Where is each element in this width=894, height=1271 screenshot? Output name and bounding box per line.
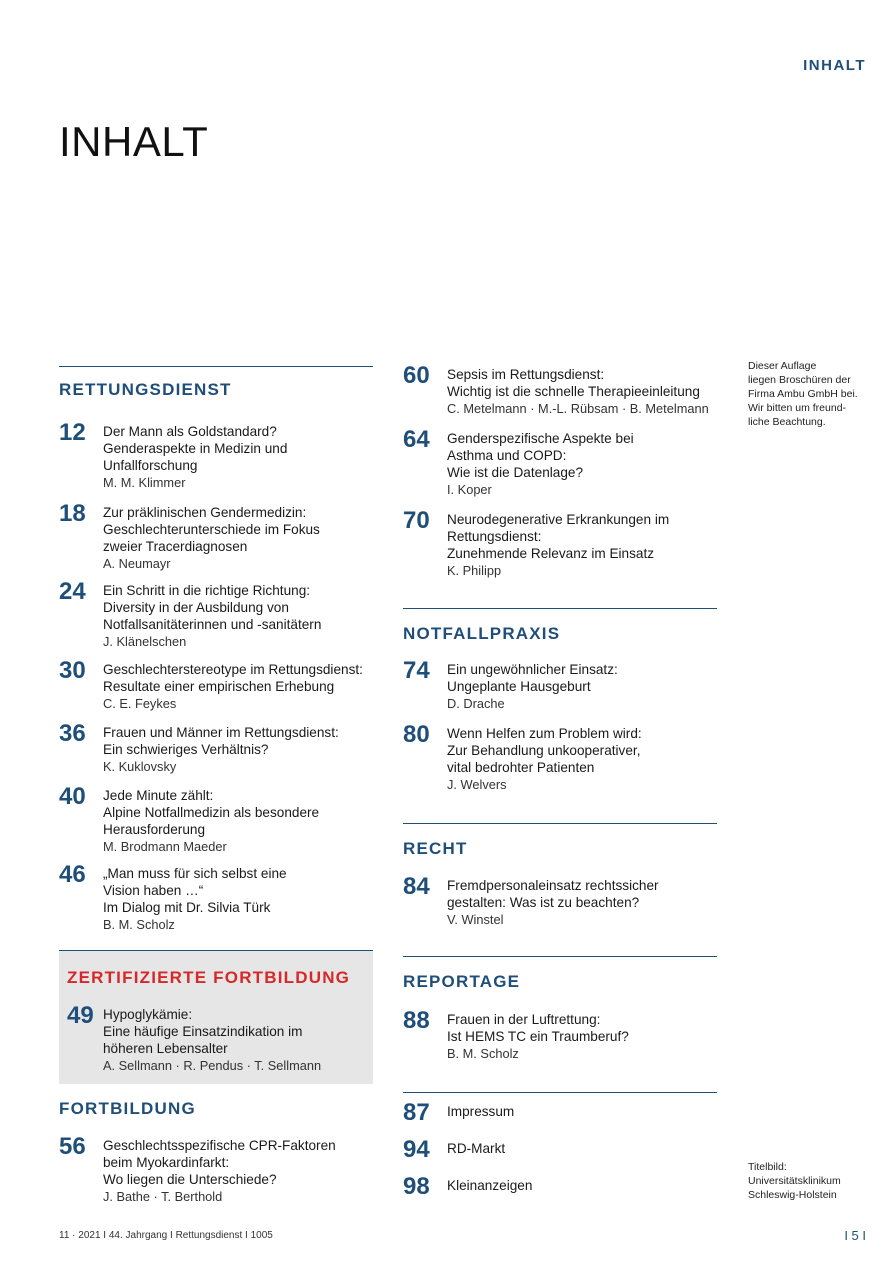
article-title: Zur präklinischen Gendermedizin: Geschlechterunterschiede im Fokus zweier Tracerdiagnosen [103, 505, 320, 554]
toc-entry[interactable] [59, 578, 373, 649]
insert-note: Dieser Auflage liegen Broschüren der Firma Ambu GmbH bei. Wir bitten um freund- liche Beachtung. [748, 360, 858, 428]
page-title: INHALT [59, 118, 209, 165]
article-title: Fremdpersonaleinsatz rechtssicher gestalten: Was ist zu beachten? [447, 878, 659, 910]
toc-entry[interactable] [403, 507, 717, 578]
toc-entry[interactable] [403, 873, 717, 927]
article-authors: D. Drache [447, 696, 505, 711]
page-number: 64 [403, 426, 430, 453]
page-number: 24 [59, 578, 86, 605]
article-title: Neurodegenerative Erkrankungen im Rettungsdienst: Zunehmende Relevanz im Einsatz [447, 512, 670, 561]
article-authors: K. Kuklovsky [103, 759, 177, 774]
article-authors: C. Metelmann · M.-L. Rübsam · B. Metelmann [447, 401, 709, 416]
article-title: Jede Minute zählt: Alpine Notfallmedizin als besondere Herausforderung [103, 788, 320, 837]
section-title: NOTFALLPRAXIS [403, 624, 561, 643]
page-number: 56 [59, 1133, 86, 1160]
article-title: Wenn Helfen zum Problem wird: Zur Behandlung unkooperativer, vital bedrohter Patienten [447, 726, 642, 775]
section-divider [403, 823, 717, 824]
toc-entry[interactable] [403, 1007, 717, 1061]
page-number: 74 [403, 657, 430, 684]
running-head: INHALT [803, 57, 866, 74]
article-authors: A. Neumayr [103, 556, 171, 571]
cover-credit: Titelbild: Universitätsklinikum Schleswig-Holstein [748, 1161, 841, 1201]
section-title: REPORTAGE [403, 972, 521, 991]
toc-entry[interactable] [403, 1136, 717, 1168]
page-number: 80 [403, 721, 430, 748]
section-zertifizierte-fortbildung [59, 950, 373, 1084]
article-authors: J. Bathe · T. Berthold [103, 1189, 223, 1204]
toc-entry[interactable] [403, 426, 717, 497]
article-title: Hypoglykämie: Eine häufige Einsatzindikation im höheren Lebensalter [103, 1007, 303, 1056]
toc-entry[interactable] [59, 783, 373, 854]
page-number: 70 [403, 507, 430, 534]
page-number: 18 [59, 500, 86, 527]
page-number: 60 [403, 362, 430, 389]
toc-entry[interactable] [403, 362, 717, 416]
page-number: 30 [59, 657, 86, 684]
section-divider [59, 366, 373, 367]
article-title: Kleinanzeigen [447, 1178, 533, 1193]
article-title: RD-Markt [447, 1141, 506, 1156]
section-reportage [403, 956, 717, 1066]
toc-entry[interactable] [403, 1173, 717, 1205]
article-title: Frauen in der Luftrettung: Ist HEMS TC ein Traumberuf? [447, 1012, 629, 1044]
article-title: Ein ungewöhnlicher Einsatz: Ungeplante Hausgeburt [447, 662, 618, 694]
article-authors: J. Klänelschen [103, 634, 187, 649]
section-divider [403, 608, 717, 609]
article-authors: I. Koper [447, 482, 492, 497]
article-title: Sepsis im Rettungsdienst: Wichtig ist die schnelle Therapieeinleitung [447, 367, 700, 399]
toc-entry[interactable] [59, 419, 373, 490]
toc-entry[interactable] [59, 1133, 373, 1204]
section-rettungsdienst [59, 366, 373, 936]
section-title: ZERTIFIZIERTE FORTBILDUNG [67, 968, 351, 987]
article-authors: V. Winstel [447, 912, 504, 927]
page-number: 36 [59, 720, 86, 747]
page-number: 87 [403, 1099, 430, 1126]
article-authors: A. Sellmann · R. Pendus · T. Sellmann [103, 1058, 322, 1073]
article-title: Ein Schritt in die richtige Richtung: Diversity in der Ausbildung von Notfallsanitäterinnen und -sanitätern [103, 583, 322, 632]
article-title: Genderspezifische Aspekte bei Asthma und COPD: Wie ist die Datenlage? [447, 431, 634, 480]
article-title: „Man muss für sich selbst eine Vision haben …“ Im Dialog mit Dr. Silvia Türk [103, 866, 287, 915]
section-recht [403, 823, 717, 933]
toc-entry[interactable] [403, 721, 717, 792]
article-authors: C. E. Feykes [103, 696, 177, 711]
article-authors: K. Philipp [447, 563, 502, 578]
page-number: 12 [59, 419, 86, 446]
page-number: 94 [403, 1136, 430, 1163]
page-number: 46 [59, 861, 86, 888]
footer-page-number: I 5 I [844, 1228, 866, 1243]
section-fortbildung [59, 1099, 373, 1209]
section-title: RETTUNGSDIENST [59, 380, 232, 399]
section-title: RECHT [403, 839, 468, 858]
article-title: Impressum [447, 1104, 515, 1119]
page-number: 98 [403, 1173, 430, 1200]
article-title: Geschlechterstereotype im Rettungsdienst: Resultate einer empirischen Erhebung [103, 662, 363, 694]
article-authors: M. Brodmann Maeder [103, 839, 227, 854]
article-title: Geschlechtsspezifische CPR-Faktoren beim Myokardinfarkt: Wo liegen die Unterschiede? [103, 1138, 336, 1187]
page-number: 49 [67, 1002, 94, 1029]
article-authors: B. M. Scholz [103, 917, 175, 932]
toc-entry[interactable] [59, 861, 373, 932]
section-notfallpraxis [403, 608, 717, 798]
toc-entry[interactable] [59, 720, 373, 774]
footer-issue-info: 11 · 2021 I 44. Jahrgang I Rettungsdienst I 1005 [59, 1230, 273, 1241]
toc-entry[interactable] [59, 500, 373, 571]
article-authors: B. M. Scholz [447, 1046, 519, 1061]
article-authors: J. Welvers [447, 777, 507, 792]
section-divider [403, 956, 717, 957]
article-authors: M. M. Klimmer [103, 475, 186, 490]
page-number: 40 [59, 783, 86, 810]
article-title: Frauen und Männer im Rettungsdienst: Ein schwieriges Verhältnis? [103, 725, 339, 757]
section-divider [403, 1092, 717, 1093]
section-rettungsdienst-continued [403, 362, 717, 586]
page-number: 84 [403, 873, 430, 900]
page-number: 88 [403, 1007, 430, 1034]
article-title: Der Mann als Goldstandard? Genderaspekte in Medizin und Unfallforschung [103, 424, 288, 473]
toc-entry[interactable] [403, 1099, 717, 1131]
toc-entry[interactable] [403, 657, 717, 711]
toc-entry[interactable] [67, 1002, 365, 1073]
section-misc [403, 1092, 717, 1207]
toc-entry[interactable] [59, 657, 373, 711]
section-title: FORTBILDUNG [59, 1099, 196, 1118]
